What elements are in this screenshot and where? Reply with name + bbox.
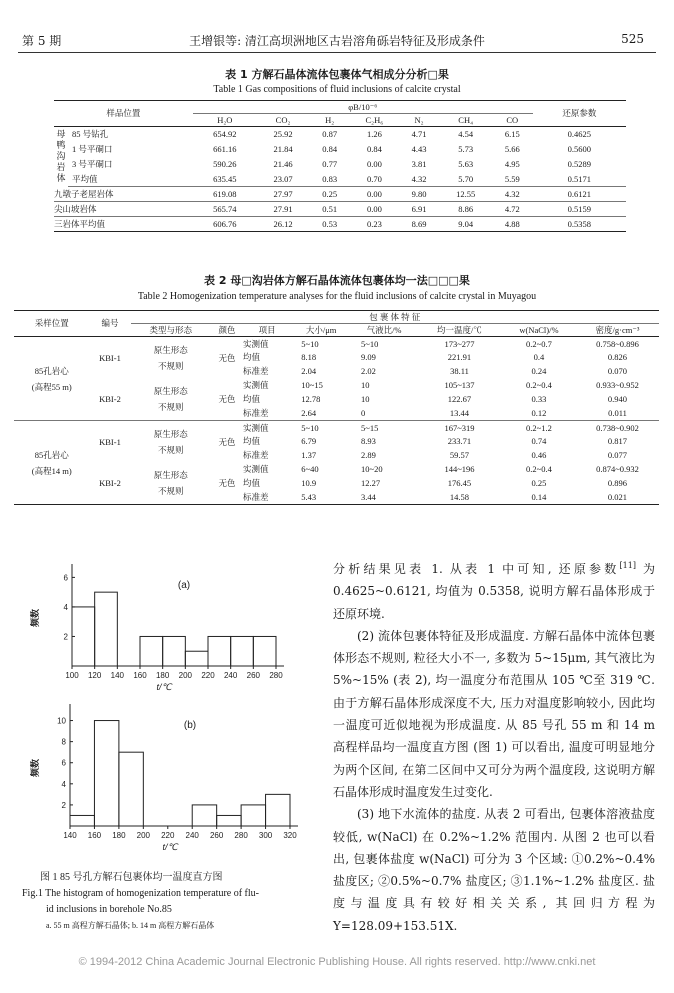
table-row [54, 187, 626, 202]
table-cell: 0.817 [607, 436, 628, 447]
table2-location-line: (高程55 m) [31, 381, 72, 392]
paragraph-2: (2) 流体包裹体特征及形成温度. 方解石晶体中流体包裹体形态不规则, 粒径大小不一, 多数为 5~15μm, 其气液比为 5%~15% (表 2), 均一温度分布范围从 105 ℃至 319 ℃. 由于方解石晶体形成深度不大, 压力对温度影响较小, 因此均一温度可近似地视为形成温度. 从 85 号孔 55 m 和 14 m 高程样品均一温度直方图 (图 1) 可以看出, 温度可明显地分为两个区间, 在第二区间中又可分为两个温度段, 这说明方解石晶体形成时温度发生过变化. [333, 628, 655, 799]
table2-subheader: w(NaCl)/% [502, 324, 576, 337]
table-cell: 27.97 [257, 187, 309, 202]
table-cell: 6.15 [504, 129, 520, 139]
table-cell: 173~277 [444, 338, 475, 349]
histogram-bar [95, 592, 118, 666]
table2-item: 实测值 [243, 464, 269, 475]
table2-item: 均值 [243, 478, 261, 489]
x-tick-label: 240 [185, 831, 199, 840]
table-cell: 12.55 [439, 187, 491, 202]
table2-subheader: 项目 [243, 324, 291, 337]
table-cell: 10.9 [301, 478, 317, 489]
table-row [54, 157, 626, 172]
table-cell: 27.91 [257, 202, 309, 217]
histogram-bar [217, 815, 241, 826]
y-tick-label: 10 [57, 716, 66, 726]
table-cell: 5~15 [361, 422, 379, 433]
table1-col-location: 样品位置 [54, 101, 193, 127]
table1-col-gas: N₂ [399, 114, 440, 127]
table-cell: 0.5159 [533, 202, 626, 217]
figure-caption-cn: 图 1 85 号孔方解石包裹体均一温度直方图 [40, 872, 223, 883]
y-tick-label: 4 [61, 779, 66, 789]
table-cell: 0.826 [607, 352, 628, 363]
table2-morph-line: 原生形态 [153, 470, 188, 481]
table2-col-location: 采样位置 [14, 311, 89, 337]
histogram-bar [94, 721, 118, 826]
table-cell: 0.83 [309, 172, 350, 187]
x-tick-label: 260 [209, 831, 224, 840]
table2-morph-line: 原生形态 [153, 428, 188, 439]
table-cell: 0.2~1.2 [526, 422, 552, 433]
table1-col-gas: H₂ [309, 114, 350, 127]
table-cell: 0.33 [531, 394, 547, 405]
table2-color: 无色 [211, 463, 243, 505]
table-cell: 3.81 [411, 158, 427, 169]
histogram-bar [119, 752, 143, 826]
panel-label: (b) [183, 720, 197, 731]
table-cell: 4.32 [492, 187, 533, 202]
x-tick-label: 280 [269, 671, 283, 680]
table2-item: 均值 [243, 394, 261, 405]
table-cell: 12.78 [301, 394, 321, 405]
histogram-bar [266, 794, 290, 826]
table2-morph [131, 379, 211, 421]
table-cell: 2.64 [291, 407, 351, 421]
table-cell: 6.91 [399, 202, 440, 217]
table-cell: 38.11 [450, 366, 469, 377]
table-cell: 167~319 [444, 422, 475, 433]
table1-row-name: 三岩体平均值 [54, 217, 193, 232]
table1-row-name: 1 号平硐口 [72, 143, 113, 154]
table-cell: 6.79 [301, 436, 317, 447]
table-cell: 10 [361, 380, 370, 391]
table-cell: 8.86 [439, 202, 491, 217]
table-row [14, 337, 659, 351]
header-rule [18, 52, 656, 53]
table-cell: 0.2~0.4 [526, 464, 552, 475]
table2-sample-id: KBI-2 [89, 463, 130, 505]
table-cell: 12.27 [361, 478, 381, 489]
table2-sample-id: KBI-1 [99, 352, 121, 363]
table-row [54, 127, 626, 142]
table-cell: 6~40 [301, 464, 319, 475]
table2-color: 无色 [218, 436, 236, 447]
table-row [54, 142, 626, 157]
table-cell: 5.43 [291, 491, 351, 505]
table2-item: 标准差 [243, 407, 291, 421]
table2-morph-line: 不规则 [157, 360, 184, 371]
table1-group-label-text: 母鸭沟岩体 [56, 129, 66, 184]
table2-morph-line: 不规则 [157, 444, 184, 455]
table-cell: 23.07 [257, 172, 309, 187]
x-tick-label: 140 [63, 831, 77, 840]
table2-morph-line: 不规则 [157, 402, 184, 413]
x-tick-label: 240 [223, 671, 238, 680]
table-cell: 5.63 [458, 158, 474, 169]
table-row [54, 172, 626, 187]
table2-subheader: 类型与形态 [131, 324, 211, 337]
table-cell: 0.46 [531, 450, 547, 461]
x-axis-label: t/℃ [162, 842, 178, 852]
table-cell: 0.00 [350, 187, 399, 202]
table2 [14, 310, 659, 505]
table2-location-line: 85孔岩心 [34, 365, 69, 376]
table-cell: 1.26 [366, 129, 382, 139]
table-cell: 0.5289 [567, 158, 592, 169]
table-cell: 0.933~0.952 [596, 380, 639, 391]
x-tick-label: 180 [112, 831, 126, 840]
x-tick-label: 180 [155, 671, 170, 680]
table-cell: 13.44 [417, 407, 502, 421]
y-tick-label: 2 [63, 632, 68, 642]
table2-title-en: Table 2 Homogenization temperature analyses for the fluid inclusions of calcite crystal in Muyagou [137, 291, 537, 302]
table-cell: 0.2~0.4 [526, 380, 552, 391]
table-cell: 4.71 [411, 129, 427, 139]
table2-item: 标准差 [243, 491, 291, 505]
y-tick-label: 6 [61, 758, 66, 768]
table1-col-gas: C₂H₆ [350, 114, 399, 127]
table2-sample-id: KBI-1 [99, 436, 121, 447]
table-cell: 59.57 [449, 450, 470, 461]
table-cell: 0.84 [366, 143, 382, 154]
table-cell: 5.59 [492, 172, 533, 187]
table2-subheader: 密度/g·cm⁻³ [576, 324, 659, 337]
table-cell: 5.73 [458, 143, 474, 154]
journal-issue: 第 5 期 [22, 34, 62, 48]
table1-col-group-unit: φB/10⁻⁶ [193, 101, 533, 114]
table-cell: 233.71 [447, 436, 472, 447]
table-cell: 0.011 [576, 407, 659, 421]
table2-col-group: 包 裹 体 特 征 [131, 311, 659, 324]
running-title: 王增银等: 清江高坝洲地区古岩溶角砾岩特征及形成条件 [189, 34, 485, 48]
table-cell: 0.070 [607, 366, 628, 377]
table-row [14, 379, 659, 393]
table-cell: 122.67 [447, 394, 472, 405]
table2-color: 无色 [211, 379, 243, 421]
histogram-bar [70, 815, 94, 826]
table1-row-name: 3 号平硐口 [72, 158, 113, 169]
table-cell: 0.4625 [567, 129, 592, 139]
table-cell: 635.45 [193, 172, 257, 187]
table2-subheader: 均一温度/℃ [417, 324, 502, 337]
table2-morph [131, 421, 211, 463]
table2-subheader: 大小/μm [291, 324, 351, 337]
table-cell: 176.45 [447, 478, 472, 489]
table2-subheader: 气液比/% [351, 324, 417, 337]
table-cell: 606.76 [193, 217, 257, 232]
table-cell: 0.77 [322, 158, 338, 169]
table2-item: 实测值 [243, 338, 269, 349]
table-cell: 144~196 [444, 464, 475, 475]
table-cell: 105~137 [444, 380, 475, 391]
histogram-bar [231, 636, 254, 666]
table-cell: 0.24 [531, 366, 547, 377]
table-cell: 0.5600 [567, 143, 592, 154]
table-cell: 5~10 [301, 422, 319, 433]
y-tick-label: 6 [63, 573, 68, 583]
body-text [333, 555, 655, 937]
page-number: 525 [621, 32, 644, 46]
table-cell: 0.25 [309, 187, 350, 202]
table-cell: 10 [361, 394, 370, 405]
table-row [14, 421, 659, 435]
table-cell: 5~10 [361, 338, 379, 349]
x-tick-label: 260 [246, 671, 261, 680]
x-tick-label: 200 [178, 671, 193, 680]
x-tick-label: 300 [258, 831, 273, 840]
table-cell: 654.92 [213, 129, 237, 139]
table-cell: 2.02 [361, 366, 376, 377]
table1-row-name: 九墩子老屋岩体 [54, 187, 193, 202]
y-tick-label: 8 [61, 737, 66, 747]
table-cell: 0.53 [309, 217, 350, 232]
paragraph-3: (3) 地下水流体的盐度. 从表 2 可看出, 包裹体溶液盐度较低, w(NaCl) 在 0.2%~1.2% 范围内. 从图 2 也可以看出, 包裹体盐度 w(NaCl) 可分为 3 个区域: ①0.2%~0.4% 盐度区; ②0.5%~0.7% 盐度区; ③1.1%~1.2% 盐度区. 盐度与温度具有较好相关关系, 其回归方程为 Y=128.09+153.51X. [333, 807, 655, 933]
table1-row-name: 平均值 [68, 172, 193, 187]
table-cell: 3.44 [351, 491, 417, 505]
table1-row-name: 尖山坡岩体 [54, 202, 193, 217]
table2-item: 均值 [243, 436, 261, 447]
histogram-bar [208, 636, 231, 666]
table1-col-gas: H₂O [193, 114, 257, 127]
table-cell: 10~20 [361, 464, 383, 475]
table2-item: 实测值 [243, 422, 269, 433]
table2-morph [131, 337, 211, 379]
table-cell: 8.18 [301, 352, 317, 363]
x-tick-label: 140 [110, 671, 125, 680]
table-cell: 0.940 [607, 394, 628, 405]
x-tick-label: 220 [201, 671, 215, 680]
x-tick-label: 280 [234, 831, 248, 840]
table-cell: 0.077 [607, 450, 628, 461]
table-cell: 0.00 [350, 202, 399, 217]
table-cell: 0.758~0.896 [596, 338, 639, 349]
table2-color: 无色 [218, 352, 236, 363]
table-cell: 0.00 [366, 158, 382, 169]
table1-col-param: 还原参数 [533, 101, 626, 127]
table-row [54, 217, 626, 232]
table2-title-cn: 表 2 母□沟岩体方解石晶体流体包裹体均一法□□□果 [204, 274, 470, 287]
table1-header-row [54, 101, 626, 114]
table2-location [14, 421, 89, 505]
table-cell: 0.896 [607, 478, 628, 489]
table-cell: 21.84 [273, 143, 293, 154]
table2-morph-line: 不规则 [157, 486, 184, 497]
table2-subheader: 颜色 [211, 324, 243, 337]
table-cell: 2.04 [301, 366, 317, 377]
table-cell: 8.93 [361, 436, 376, 447]
y-tick-label: 2 [61, 800, 66, 810]
table-cell: 10~15 [301, 380, 323, 391]
table1-title-cn: 表 1 方解石晶体流体包裹体气相成分分析□果 [225, 68, 449, 81]
table-cell: 9.80 [399, 187, 440, 202]
histogram-bar [72, 607, 95, 666]
paragraph-1: 分析结果见表 1. 从表 1 中可知, 还原参数[11] 为 0.4625~0.6121, 均值为 0.5358, 说明方解石晶体形成于还原环境. [333, 561, 655, 621]
table-cell: 2.89 [361, 450, 376, 461]
x-axis-label: t/℃ [156, 682, 172, 692]
table2-location [14, 337, 89, 421]
table-cell: 1.37 [301, 450, 317, 461]
table-cell: 0.2~0.7 [526, 338, 552, 349]
table2-item: 标准差 [243, 366, 269, 377]
copyright-footer: © 1994-2012 China Academic Journal Electronic Publishing House. All rights reserved. http://www.cnki.net [78, 956, 596, 968]
table-cell: 0.12 [502, 407, 576, 421]
table-cell: 5~10 [301, 338, 319, 349]
table2-sample-id: KBI-2 [89, 379, 130, 421]
table-row [14, 463, 659, 477]
figure-caption [22, 870, 322, 934]
table2-item: 实测值 [243, 380, 269, 391]
figure-caption-en-1: Fig.1 The histogram of homogenization temperature of flu- [22, 888, 259, 899]
table-cell: 565.74 [193, 202, 257, 217]
table-cell: 0.14 [502, 491, 576, 505]
x-tick-label: 320 [283, 831, 297, 840]
table2-morph-line: 原生形态 [153, 344, 188, 355]
table-cell: 4.32 [399, 172, 440, 187]
y-tick-label: 4 [63, 602, 68, 612]
table1-col-gas: CO [492, 114, 533, 127]
y-axis-label: 频数 [30, 608, 40, 628]
table-cell: 26.12 [257, 217, 309, 232]
table2-morph-line: 原生形态 [153, 386, 188, 397]
table2-item: 均值 [243, 352, 261, 363]
table-cell: 25.92 [273, 129, 293, 139]
x-tick-label: 200 [136, 831, 151, 840]
panel-label: (a) [177, 580, 191, 591]
table-cell: 0.51 [309, 202, 350, 217]
table-cell: 0.021 [576, 491, 659, 505]
table2-header-row [14, 311, 659, 324]
y-axis-label: 频数 [30, 758, 40, 778]
table-cell: 9.04 [439, 217, 491, 232]
table-cell: 0.84 [322, 143, 338, 154]
table2-item: 标准差 [243, 450, 269, 461]
table-cell: 590.26 [213, 158, 237, 169]
table-cell: 4.95 [504, 158, 520, 169]
table-cell: 0.87 [322, 129, 338, 139]
histogram-bar [241, 805, 265, 826]
table-cell: 0.5358 [533, 217, 626, 232]
table1-title-en: Table 1 Gas compositions of fluid inclusions of calcite crystal [213, 84, 461, 95]
table-cell: 221.91 [447, 352, 472, 363]
table-cell: 4.72 [492, 202, 533, 217]
table1-col-gas: CH₄ [439, 114, 491, 127]
histogram-bar [163, 636, 186, 666]
table-cell: 619.08 [193, 187, 257, 202]
table-cell: 661.16 [213, 143, 237, 154]
table-cell: 8.69 [399, 217, 440, 232]
histogram-bar [192, 805, 216, 826]
histogram-bar [185, 651, 208, 666]
citation-11: [11] [619, 561, 636, 570]
table1-col-gas: CO₂ [257, 114, 309, 127]
histogram-a [28, 556, 308, 701]
table-row [54, 202, 626, 217]
table-cell: 0.74 [531, 436, 547, 447]
x-tick-label: 160 [133, 671, 147, 680]
figure-caption-en-2: id inclusions in borehole No.85 [46, 904, 172, 915]
table-cell: 0.25 [531, 478, 547, 489]
figure-caption-sub: a. 55 m 高程方解石晶体; b. 14 m 高程方解石晶体 [46, 921, 215, 930]
table1 [54, 100, 626, 232]
x-tick-label: 160 [87, 831, 102, 840]
x-tick-label: 100 [65, 671, 79, 680]
x-tick-label: 120 [87, 671, 102, 680]
table-cell: 0.874~0.932 [596, 464, 639, 475]
x-tick-label: 220 [161, 831, 175, 840]
histogram-bar [140, 636, 163, 666]
table-cell: 14.58 [417, 491, 502, 505]
histogram-b [28, 700, 308, 855]
table-cell: 0.23 [350, 217, 399, 232]
table-cell: 5.70 [439, 172, 491, 187]
table-cell: 0.70 [350, 172, 399, 187]
table-cell: 4.88 [492, 217, 533, 232]
table2-location-line: 85孔岩心 [34, 449, 69, 460]
table-cell: 4.43 [411, 143, 427, 154]
table-cell: 0.6121 [533, 187, 626, 202]
table2-location-line: (高程14 m) [31, 465, 72, 476]
table-cell: 21.46 [273, 158, 293, 169]
table-cell: 0.4 [533, 352, 545, 363]
table-cell: 5.66 [504, 143, 520, 154]
table-cell: 0.5171 [533, 172, 626, 187]
table-cell: 0.738~0.902 [596, 422, 639, 433]
table2-col-no: 编号 [89, 311, 130, 337]
table1-row-name: 85 号钻孔 [72, 129, 109, 139]
histogram-bar [253, 636, 276, 666]
table-cell: 4.54 [458, 129, 474, 139]
table2-morph [131, 463, 211, 505]
table1-group-label [54, 127, 68, 187]
table-cell: 9.09 [361, 352, 376, 363]
table-cell: 0 [351, 407, 417, 421]
